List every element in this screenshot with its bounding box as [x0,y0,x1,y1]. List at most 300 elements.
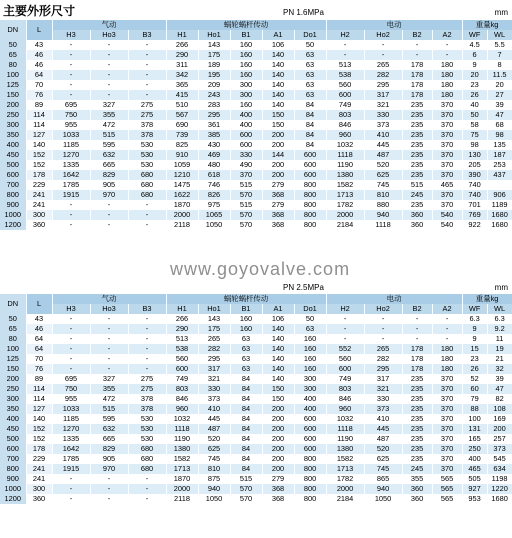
table-cell: 143 [198,314,230,324]
table-cell: 52 [462,374,487,384]
table-cell: 803 [326,384,364,394]
table-cell: 970 [90,190,128,200]
table-cell: - [90,364,128,374]
table-cell: 600 [294,150,326,160]
table-cell: 47 [487,384,512,394]
table-cell: 595 [90,414,128,424]
table-cell: 63 [294,90,326,100]
table-cell: 169 [487,414,512,424]
table-cell: 50 [294,40,326,50]
table-cell: 355 [402,474,432,484]
dn-cell: 450 [0,424,26,434]
dn-cell: 350 [0,404,26,414]
header-weight: 重量kg [462,20,512,30]
table-cell: 1680 [487,220,512,230]
table-cell: 487 [364,434,402,444]
table-cell: 76 [26,364,52,374]
table-cell: 600 [294,424,326,434]
table-cell: 415 [166,90,198,100]
column-header: B2 [402,304,432,314]
table-cell: 370 [432,190,462,200]
table-cell: 1475 [166,180,198,190]
dn-cell: 150 [0,364,26,374]
table-cell: 370 [432,120,462,130]
table-cell: 311 [166,60,198,70]
table-cell: 98 [487,130,512,140]
table-cell: 1622 [166,190,198,200]
table-cell: 279 [262,474,294,484]
table-cell: 209 [198,80,230,90]
table-cell: 465 [462,464,487,474]
table-cell: 368 [262,220,294,230]
column-header: H3 [52,304,90,314]
column-header: Ho2 [364,30,402,40]
table-cell: - [326,314,364,324]
dn-cell: 1000 [0,484,26,494]
dn-cell: 700 [0,180,26,190]
table-cell: 695 [52,100,90,110]
table-cell: 515 [230,180,262,190]
table-cell: 355 [90,110,128,120]
table-cell: 114 [26,394,52,404]
table-cell: 1870 [166,200,198,210]
column-header: H1 [166,30,198,40]
table-cell: - [90,494,128,504]
table-cell: 846 [326,120,364,130]
table-cell: - [402,40,432,50]
header-l: L [26,294,52,314]
column-header: WL [487,304,512,314]
table-cell: 178 [402,354,432,364]
table-cell: 275 [128,100,166,110]
table-cell: - [52,364,90,374]
table-cell: 530 [128,434,166,444]
table-cell: 565 [432,484,462,494]
table-cell: - [52,40,90,50]
table-cell: - [90,354,128,364]
table-cell: 1050 [364,494,402,504]
table-cell: 865 [364,474,402,484]
table-cell: 370 [432,384,462,394]
table-cell: 75 [462,130,487,140]
table-cell: 152 [26,160,52,170]
dn-cell: 250 [0,384,26,394]
table-cell: 152 [26,150,52,160]
header-weight: 重量kg [462,294,512,304]
table-cell: 140 [26,414,52,424]
table-cell: 89 [26,374,52,384]
table-cell: 300 [230,80,262,90]
table-cell: 368 [262,494,294,504]
table-cell: - [52,344,90,354]
table-cell: 152 [26,434,52,444]
table-cell: 195 [198,70,230,80]
table-cell: 373 [364,404,402,414]
table-cell: 140 [262,334,294,344]
table-cell: 680 [128,444,166,454]
column-header: Ho1 [198,30,230,40]
table-cell: - [90,40,128,50]
table-cell: 515 [402,180,432,190]
table-cell: 6 [462,50,487,60]
table-cell: 385 [198,130,230,140]
table-cell: 378 [128,404,166,414]
table-cell: - [52,200,90,210]
table-cell: 150 [262,394,294,404]
table-cell: 600 [166,364,198,374]
table-cell: 114 [26,120,52,130]
column-header: Ho1 [198,304,230,314]
table-cell: 82 [487,394,512,404]
table-cell: 740 [462,190,487,200]
table-cell: 370 [432,444,462,454]
table-cell: 355 [90,384,128,394]
table-cell: 9 [462,60,487,70]
table-cell: 373 [364,120,402,130]
column-header: H3 [52,30,90,40]
table-cell: 140 [262,70,294,80]
table-cell: - [52,334,90,344]
dimension-table-pn25 [0,294,512,504]
table-cell: 144 [262,150,294,160]
table-cell: - [432,50,462,60]
table-row [0,170,512,180]
table-cell: 570 [230,220,262,230]
table-cell: 279 [262,180,294,190]
table-cell: 58 [462,120,487,130]
table-cell: - [432,40,462,50]
table-cell: 342 [166,70,198,80]
table-cell: 160 [230,70,262,80]
table-cell: 152 [26,424,52,434]
table-cell: 327 [90,374,128,384]
table-cell: - [52,484,90,494]
table-cell: 490 [230,160,262,170]
table-cell: - [128,200,166,210]
table-cell: 39 [487,100,512,110]
table-cell: 1713 [166,464,198,474]
table-cell: 515 [230,474,262,484]
table-cell: 800 [294,474,326,484]
table-cell: 368 [262,190,294,200]
table-cell: 235 [402,120,432,130]
table-cell: 1582 [326,454,364,464]
table-cell: 365 [166,80,198,90]
table-cell: 800 [294,464,326,474]
table-cell: 800 [294,210,326,220]
table-cell: 600 [326,90,364,100]
table-cell: 373 [198,394,230,404]
table-cell: 50 [462,110,487,120]
table-cell: 810 [364,190,402,200]
table-cell: - [128,40,166,50]
column-header: Ho3 [90,30,128,40]
dn-cell: 600 [0,444,26,454]
table-row [0,394,512,404]
table-cell: 178 [402,80,432,90]
table-cell: - [90,90,128,100]
table-cell: 241 [26,464,52,474]
table-cell: 370 [432,464,462,474]
table-cell: 400 [230,120,262,130]
table-cell: 23 [462,354,487,364]
table-row [0,120,512,130]
table-cell: 513 [326,60,364,70]
table-cell: 600 [326,364,364,374]
table-cell: 540 [432,210,462,220]
table-cell: - [128,344,166,354]
table-cell: 2184 [326,220,364,230]
table-cell: 680 [128,170,166,180]
table-cell: 282 [364,70,402,80]
table-cell: 9 [462,324,487,334]
table-row [0,130,512,140]
table-row [0,324,512,334]
table-cell: 4.5 [462,40,487,50]
table-cell: 1335 [52,160,90,170]
table-cell: - [52,80,90,90]
table-cell: - [90,80,128,90]
dn-cell: 65 [0,324,26,334]
table-cell: 200 [262,464,294,474]
table-cell: 370 [432,434,462,444]
header-worm-gear: 蜗轮蜗杆传动 [166,294,326,304]
table-cell: 538 [326,70,364,80]
column-header: B3 [128,304,166,314]
table-cell: 205 [462,160,487,170]
table-cell: 800 [294,494,326,504]
table-row [0,344,512,354]
unit-label-1: mm [494,8,508,17]
table-cell: 100 [462,414,487,424]
table-cell: 695 [52,374,90,384]
table-cell: 180 [432,344,462,354]
table-cell: 906 [487,190,512,200]
table-cell: 5.5 [487,40,512,50]
table-cell: 253 [487,160,512,170]
dn-cell: 80 [0,60,26,70]
table-cell: - [128,210,166,220]
table-cell: 7 [487,50,512,60]
table-cell: 27 [487,90,512,100]
table-cell: 570 [230,190,262,200]
table-cell: 1118 [326,424,364,434]
dn-cell: 100 [0,344,26,354]
table-cell: 1210 [166,170,198,180]
table-cell: 235 [402,384,432,394]
table-cell: 63 [294,60,326,70]
table-cell: 178 [402,60,432,70]
table-cell: 545 [487,454,512,464]
table-cell: 953 [462,494,487,504]
table-cell: 1190 [326,434,364,444]
table-cell: 910 [166,150,198,160]
table-cell: - [128,324,166,334]
table-cell: 680 [128,454,166,464]
table-cell: - [90,324,128,334]
table-cell: 84 [230,374,262,384]
dn-cell: 800 [0,464,26,474]
table-cell: 370 [432,130,462,140]
table-cell: 472 [90,120,128,130]
table-cell: 410 [198,404,230,414]
table-cell: 769 [462,210,487,220]
table-cell: 1198 [487,474,512,484]
table-cell: 370 [432,170,462,180]
table-cell: 1118 [326,150,364,160]
table-cell: 63 [294,80,326,90]
table-cell: - [402,314,432,324]
table-cell: 6.3 [487,314,512,324]
table-cell: 846 [166,394,198,404]
table-cell: - [90,50,128,60]
table-cell: 1915 [52,464,90,474]
table-cell: 540 [432,220,462,230]
table-cell: 1680 [487,210,512,220]
table-cell: 510 [166,100,198,110]
table-cell: 600 [230,140,262,150]
table-cell: 200 [262,434,294,444]
table-cell: 290 [166,50,198,60]
table-cell: 1118 [166,424,198,434]
table-cell: 360 [402,494,432,504]
table-cell: - [364,40,402,50]
table-cell: 880 [364,200,402,210]
table-cell: 1642 [52,170,90,180]
table-cell: - [432,334,462,344]
table-cell: - [90,484,128,494]
page-title: 主要外形尺寸 [3,4,76,18]
table-cell: 235 [402,200,432,210]
table-cell: 1782 [326,200,364,210]
table-cell: 150 [262,120,294,130]
table-cell: - [432,314,462,324]
table-cell: 487 [198,424,230,434]
table-cell [487,180,512,190]
table-cell: - [128,50,166,60]
table-row [0,384,512,394]
table-row [0,404,512,414]
table-cell: 279 [262,200,294,210]
column-header: A1 [262,30,294,40]
table-cell: 634 [487,464,512,474]
table-cell: 200 [262,160,294,170]
table-cell: 235 [402,100,432,110]
table-cell: 235 [402,414,432,424]
table-cell: 927 [462,484,487,494]
table-row [0,180,512,190]
table-cell: 235 [402,110,432,120]
table-cell: 114 [26,384,52,394]
table-cell: 46 [26,60,52,70]
header-worm-gear: 蜗轮蜗杆传动 [166,20,326,30]
table-cell: - [128,90,166,100]
table-cell: 265 [198,334,230,344]
pressure-label-2: PN 2.5MPa [283,283,324,292]
table-cell: 940 [198,484,230,494]
dn-cell: 300 [0,120,26,130]
table-cell: - [52,90,90,100]
table-cell: 625 [198,444,230,454]
table-cell: 410 [364,414,402,424]
table-cell: 2000 [326,210,364,220]
table-cell: 530 [128,414,166,424]
table-cell: 140 [262,50,294,60]
table-cell: 76 [26,90,52,100]
table-cell: 180 [432,60,462,70]
table-cell: 60 [462,384,487,394]
table-cell: 143 [198,40,230,50]
table-cell: 46 [26,50,52,60]
table-cell: 160 [230,60,262,70]
table-cell: 600 [294,444,326,454]
table-cell: 632 [90,150,128,160]
table-cell: 445 [198,414,230,424]
table-cell: 63 [230,364,262,374]
table-cell: 178 [402,70,432,80]
table-cell: 180 [432,354,462,364]
table-cell: 1335 [52,434,90,444]
table-cell: 680 [128,190,166,200]
table-cell: 975 [198,200,230,210]
table-cell: - [52,60,90,70]
table-cell: - [364,50,402,60]
table-row [0,220,512,230]
table-cell: 360 [402,220,432,230]
table-cell: 295 [364,80,402,90]
table-cell: 600 [294,170,326,180]
dn-cell: 1200 [0,494,26,504]
table-row [0,60,512,70]
table-cell: 178 [26,170,52,180]
table-cell: 245 [402,464,432,474]
table-cell: 89 [26,100,52,110]
table-cell: 300 [230,90,262,100]
table-cell: 235 [402,434,432,444]
table-cell: 1050 [198,220,230,230]
table-cell: 321 [198,374,230,384]
table-cell: - [52,220,90,230]
dn-cell: 900 [0,474,26,484]
table-cell: 520 [198,434,230,444]
table-cell: 2184 [326,494,364,504]
dn-cell: 65 [0,50,26,60]
table-cell: 235 [402,130,432,140]
table-cell: 84 [230,384,262,394]
table-cell: 1713 [326,190,364,200]
unit-label-2: mm [494,283,508,292]
table-cell: 235 [402,404,432,414]
table-cell: 530 [128,160,166,170]
table-cell: 469 [198,150,230,160]
table-cell: 922 [462,220,487,230]
table-cell: 1059 [166,160,198,170]
table-cell: 84 [230,414,262,424]
table-cell: 114 [26,110,52,120]
table-cell: 70 [26,80,52,90]
table-cell: 368 [262,210,294,220]
table-cell: 690 [166,120,198,130]
table-cell: 160 [230,50,262,60]
table-cell: - [128,80,166,90]
table-cell: 20 [487,80,512,90]
table-cell: 160 [230,324,262,334]
table-cell: 970 [90,464,128,474]
watermark-text: www.goyovalve.com [170,259,351,279]
table-cell: 241 [26,190,52,200]
table-cell: 317 [364,90,402,100]
table-cell: 15 [462,344,487,354]
